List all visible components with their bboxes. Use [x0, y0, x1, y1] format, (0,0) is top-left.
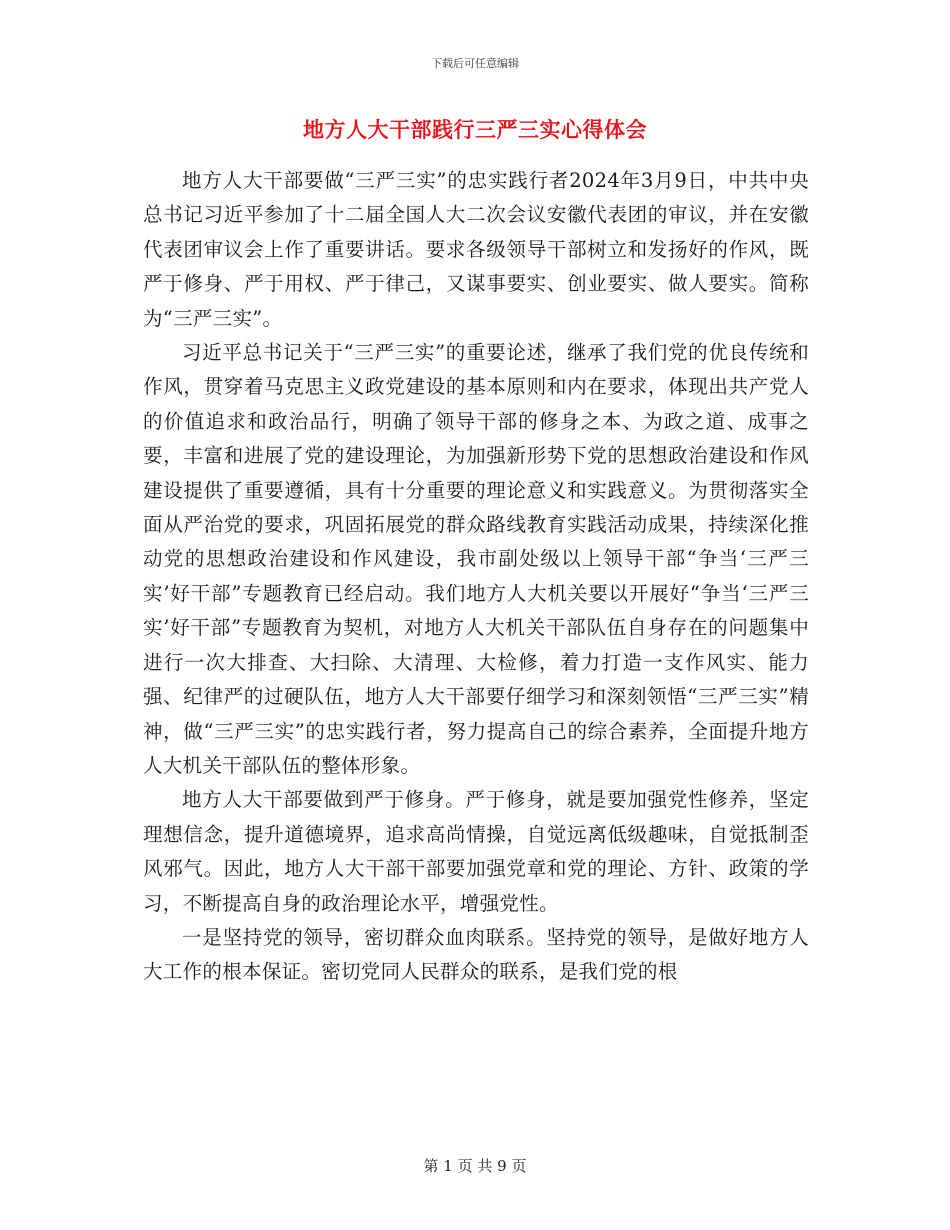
paragraph-4: 一是坚持党的领导，密切群众血肉联系。坚持党的领导，是做好地方人大工作的根本保证。密切党同人民群众的联系，是我们党的根	[143, 925, 809, 984]
document-title: 地方人大干部践行三严三实心得体会	[303, 117, 647, 142]
page-indicator: 第 1 页 共 9 页	[423, 1157, 527, 1175]
paragraph-2: 习近平总书记关于“三严三实”的重要论述，继承了我们党的优良传统和作风，贯穿着马克思主义政党建设的基本原则和内在要求，体现出共产党人的价值追求和政治品行，明确了领导干部的修身之本、为政之道、成事之要，丰富和进展了党的建设理论，为加强新形势下党的思想政治建设和作风建设提供了重要遵循，具有十分重要的理论意义和实践意义。为贯彻落实全面从严治党的要求，巩固拓展党的群众路线教育实践活动成果，持续深化推动党的思想政治建设和作风建设，我市副处级以上领导干部“争当‘三严三实’好干部”专题教育已经启动。我们地方人大机关要以开展好“争当‘三严三实’好干部”专题教育为契机，对地方人大机关干部队伍自身存在的问题集中进行一次大排查、大扫除、大清理、大检修，着力打造一支作风实、能力强、纪律严的过硬队伍，地方人大干部要仔细学习和深刻领悟“三严三实”精神，做“三严三实”的忠实践行者，努力提高自己的综合素养，全面提升地方人大机关干部队伍的整体形象。	[143, 341, 809, 777]
document-body	[143, 164, 809, 990]
paragraph-1: 地方人大干部要做“三严三实”的忠实践行者2024年3月9日，中共中央总书记习近平参加了十二届全国人大二次会议安徽代表团的审议，并在安徽代表团审议会上作了重要讲话。要求各级领导干部树立和发扬好的作风，既严于修身、严于用权、严于律己，又谋事要实、创业要实、做人要实。简称为“三严三实”。	[143, 169, 809, 330]
header-note: 下载后可任意编辑	[431, 57, 519, 70]
paragraph-3: 地方人大干部要做到严于修身。严于修身，就是要加强党性修养，坚定理想信念，提升道德境界，追求高尚情操，自觉远离低级趣味，自觉抵制歪风邪气。因此，地方人大干部干部要加强党章和党的理论、方针、政策的学习，不断提高自身的政治理论水平，增强党性。	[143, 788, 809, 915]
